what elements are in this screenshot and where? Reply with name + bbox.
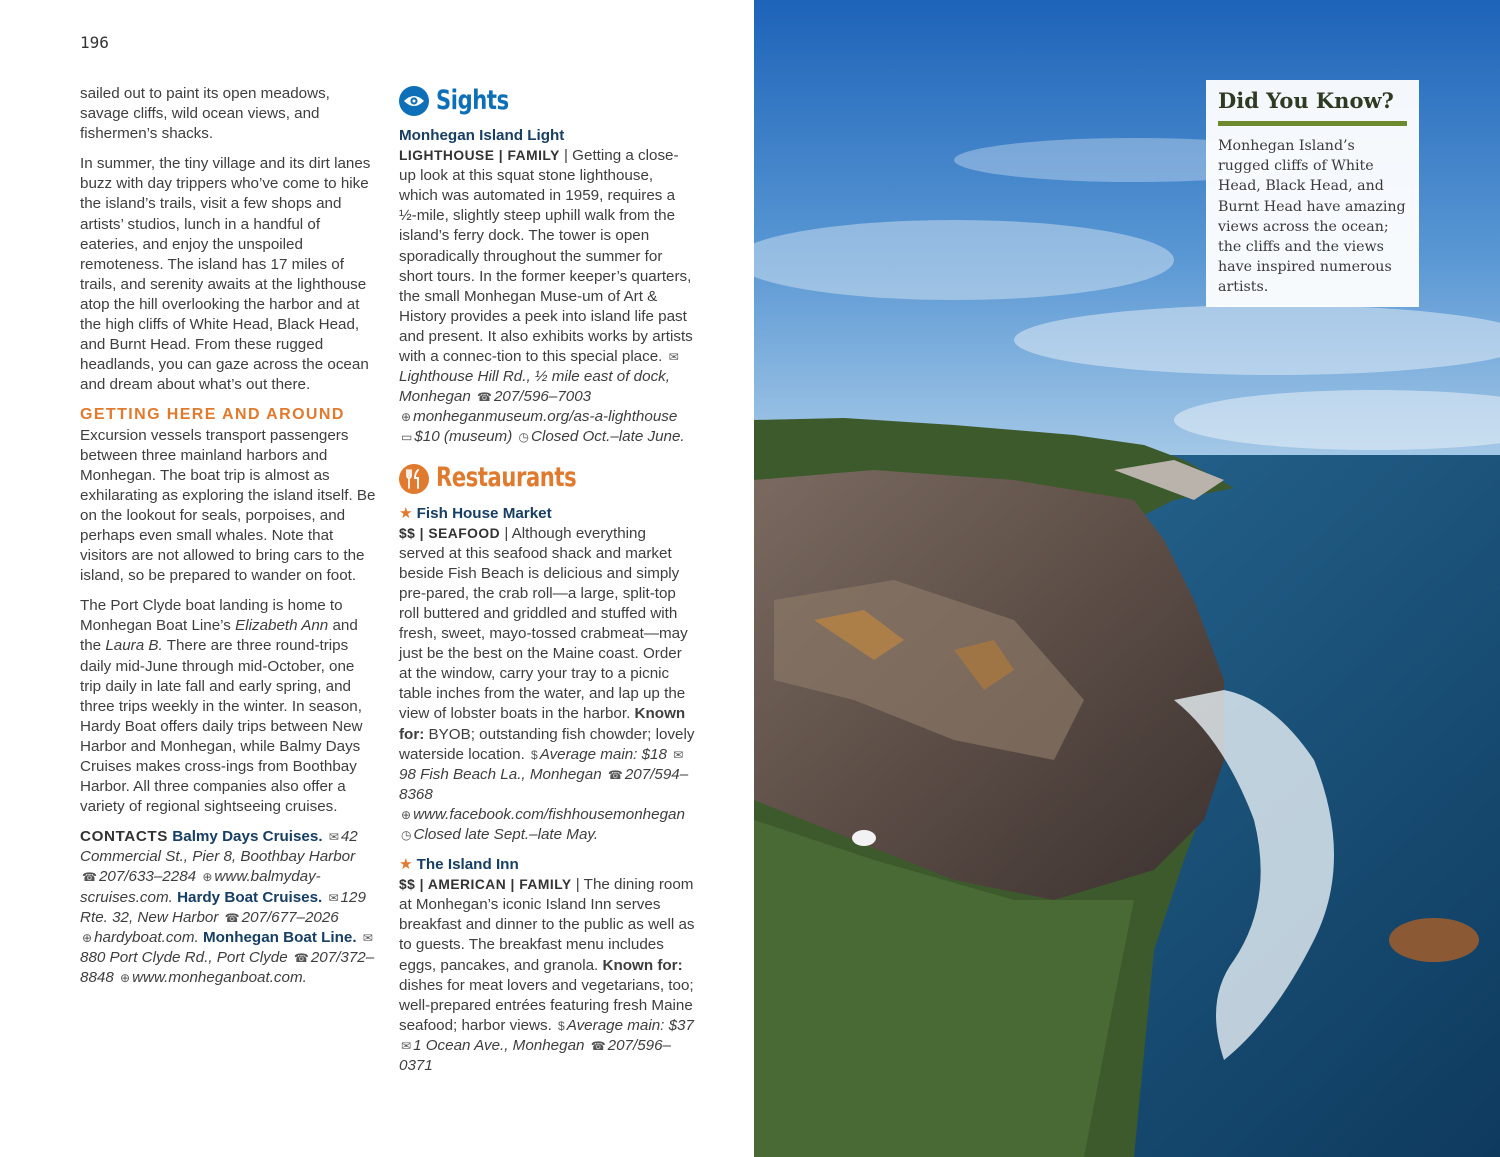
sights-entry: Monhegan Island Light LIGHTHOUSE | FAMILY | Getting a close-up look at this squat stone lighthouse, which was automated in 1959, requires a ½-mile, slightly steep uphill walk from the island’s ferry dock. The tower is open sporadically throughout the summer for short tours. In the former keeper’s quarters, the small Monhegan Muse-um of Art & History provides a peek into island life past and present. It also exhibits works by artists with a connec-tion to this special place. ✉Lighthouse Hill Rd., ½ mile east of dock, Monhegan ☎ 207/596–7003 ⊕ monheganmuseum.org/as-a-lighthouse ▭ $10 (museum) ◷ Closed Oct.–late June. — [399, 126, 695, 448]
web-icon: ⊕ — [120, 970, 131, 985]
web-icon: ⊕ — [82, 930, 93, 945]
dollar-icon: $ — [531, 747, 538, 762]
mail-icon: ✉ — [328, 830, 339, 845]
phone-icon: ☎ — [293, 950, 309, 965]
dollar-icon: $ — [558, 1018, 565, 1033]
mail-icon: ✉ — [362, 930, 373, 945]
port-clyde-paragraph: The Port Clyde boat landing is home to Monhegan Boat Line’s Elizabeth Ann and the Laura B. There are three round-trips daily mid-June through mid-October, one trip daily in late fall and early spring, and three trips weekly in the winter. In season, Hardy Boat offers daily trips between New Harbor and Monhegan, while Balmy Days Cruises makes cross-ings from Boothbay Harbor. All three companies also offer a variety of regional sightseeing cruises. — [80, 597, 363, 816]
phone-icon: ☎ — [590, 1038, 606, 1053]
star-icon: ★ — [399, 504, 413, 522]
restaurants-title: Restaurants — [436, 462, 577, 494]
hardy-boat-link[interactable]: Hardy Boat Cruises. — [177, 888, 323, 906]
did-you-know-box — [1206, 80, 1419, 307]
phone-icon: ☎ — [82, 870, 97, 885]
contacts-block: CONTACTS Balmy Days Cruises. ✉ 42 Commercial St., Pier 8, Boothbay Harbor ☎ 207/633–2284 ⊕ www.balmyday-scruises.com. Hardy Boat Cruises. ✉ 129 Rte. 32, New Harbor ☎ 207/677–2026 ⊕ hardyboat.com. Monhegan Boat Line. ✉880 Port Clyde Rd., Port Clyde ☎ 207/372–8848 ⊕ www.monheganboat.com. — [80, 828, 375, 986]
page-number: 196 — [80, 33, 109, 52]
phone-icon: ☎ — [477, 390, 492, 405]
ticket-icon: ▭ — [401, 430, 413, 445]
intro-paragraph-end: sailed out to paint its open meadows, savage cliffs, wild ocean views, and fishermen’s shacks. — [80, 85, 330, 143]
summer-paragraph: In summer, the tiny village and its dirt lanes buzz with day trippers who’ve come to hike the island’s trails, visit a few shops and artists’ studios, lunch in a handful of eateries, and enjoy the unspoiled remoteness. The island has 17 miles of trails, and serenity awaits at the lighthouse atop the hill overlooking the harbor and at the high cliffs of White Head, Black Head, and Burnt Head. From these rugged headlands, you can gaze across the ocean and dream about what’s out there. — [80, 155, 371, 394]
web-icon: ⊕ — [401, 807, 412, 822]
monhegan-boat-link[interactable]: Monhegan Boat Line. — [202, 928, 357, 946]
contacts-label: CONTACTS — [80, 828, 169, 846]
web-icon: ⊕ — [401, 410, 412, 425]
fish-house-name: ★ Fish House Market — [399, 504, 552, 522]
seagull — [852, 830, 876, 846]
mail-icon: ✉ — [668, 350, 679, 365]
balmy-days-link[interactable]: Balmy Days Cruises. — [172, 828, 323, 846]
did-you-know-text: Monhegan Island’s rugged cliffs of White Head, Black Head, and Burnt Head have amazing views across the ocean; the cliffs and the views have inspired numerous artists. — [1218, 138, 1406, 296]
web-icon: ⊕ — [202, 870, 213, 885]
fork-knife-icon — [399, 464, 429, 494]
clock-icon: ◷ — [518, 430, 529, 445]
eye-icon — [399, 86, 429, 116]
fish-house-tags: $$ | SEAFOOD — [399, 525, 501, 541]
lighthouse-name: Monhegan Island Light — [399, 127, 565, 144]
phone-icon: ☎ — [224, 910, 240, 925]
did-you-know-rule — [1218, 121, 1407, 126]
mail-icon: ✉ — [401, 1038, 412, 1053]
getting-here-heading: GETTING HERE AND AROUND — [80, 406, 345, 424]
mail-icon: ✉ — [328, 890, 339, 905]
island-inn-name: ★ The Island Inn — [399, 856, 519, 874]
restaurants-heading — [399, 462, 695, 496]
did-you-know-title: Did You Know? — [1218, 88, 1394, 113]
column-one — [80, 84, 376, 998]
island-inn-entry: ★ The Island Inn $$ | AMERICAN | FAMILY | The dining room at Monhegan’s iconic Island Inn serves breakfast and dinner to the public as well as to guests. The breakfast menu includes eggs, pancakes, and granola. Known for: dishes for meat lovers and vegetarians, too; well-prepared entrées featuring fresh Maine seafood; harbor views. $ Average main: $37 ✉ 1 Ocean Ave., Monhegan ☎ 207/596–0371 — [399, 856, 695, 1075]
column-two — [399, 84, 695, 1086]
excursion-paragraph: Excursion vessels transport passengers between three mainland harbors and Monhegan. The boat trip is almost as exhilarating as exploring the island itself. Be on the lookout for seals, porpoises, and perhaps even small whales. Note that visitors are not allowed to bring cars to the island, so be prepared to wander on foot. — [80, 426, 376, 585]
mail-icon: ✉ — [673, 747, 684, 762]
phone-icon: ☎ — [607, 767, 623, 782]
sights-title: Sights — [436, 84, 509, 116]
sights-heading — [399, 84, 695, 118]
fish-house-entry: ★ Fish House Market $$ | SEAFOOD | Although everything served at this seafood shack and market beside Fish Beach is delicious and simply pre-pared, the crab roll—a large, split-top roll buttered and griddled and stuffed with fresh, sweet, mayo-tossed crabmeat—may just be the best on the Maine coast. Order at the window, carry your tray to a picnic table inches from the water, and lap up the view of lobster boats in the harbor. Known for: BYOB; outstanding fish chowder; lovely waterside location. $ Average main: $18 ✉98 Fish Beach La., Monhegan ☎ 207/594–8368 ⊕ www.facebook.com/fishhousemonhegan ◷ Closed late Sept.–late May. — [399, 504, 695, 843]
lighthouse-tags: LIGHTHOUSE | FAMILY — [399, 148, 560, 164]
star-icon: ★ — [399, 856, 413, 874]
clock-icon: ◷ — [401, 828, 412, 842]
island-inn-tags: $$ | AMERICAN | FAMILY — [399, 877, 572, 893]
